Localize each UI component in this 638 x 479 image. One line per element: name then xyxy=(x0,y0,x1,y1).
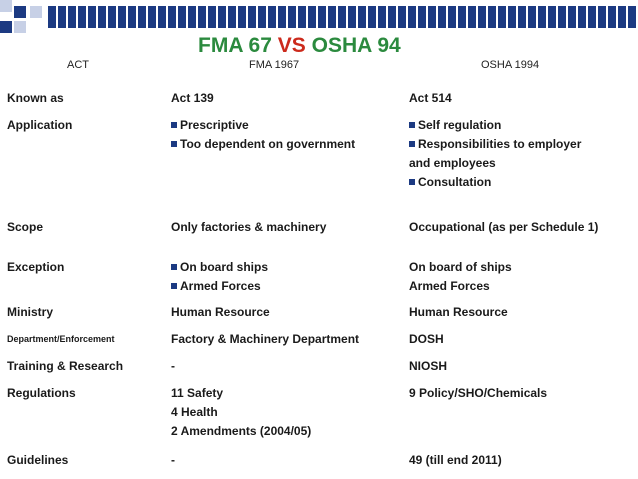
osha-cell xyxy=(409,89,452,108)
fma-line: On board ships xyxy=(171,258,268,277)
osha-cell xyxy=(409,357,447,376)
header-decoration xyxy=(0,0,638,34)
fma-cell xyxy=(171,357,175,376)
fma-line: - xyxy=(171,359,175,373)
column-header-fma: FMA 1967 xyxy=(249,59,300,71)
row-label: Regulations xyxy=(7,386,76,400)
row-label: Exception xyxy=(7,260,65,274)
osha-cell xyxy=(409,218,598,237)
fma-cell xyxy=(171,116,355,154)
decor-square xyxy=(0,21,12,33)
fma-line: 2 Amendments (2004/05) xyxy=(171,424,312,438)
fma-line: Human Resource xyxy=(171,305,270,319)
fma-cell xyxy=(171,258,268,296)
fma-cell xyxy=(171,384,311,441)
fma-line: 4 Health xyxy=(171,405,218,419)
fma-line: Factory & Machinery Department xyxy=(171,332,360,346)
osha-line: 49 (till end 2011) xyxy=(409,453,502,467)
osha-line: 9 Policy/SHO/Chemicals xyxy=(409,386,548,400)
decor-square xyxy=(14,6,26,18)
column-header-osha: OSHA 1994 xyxy=(481,59,540,71)
osha-line: Occupational (as per Schedule 1) xyxy=(409,220,599,234)
fma-cell xyxy=(171,303,270,322)
osha-line: and employees xyxy=(409,156,496,170)
row-label: Ministry xyxy=(7,305,54,319)
column-header-act: ACT xyxy=(67,59,89,71)
osha-line: Self regulation xyxy=(409,116,581,135)
osha-line: DOSH xyxy=(409,332,444,346)
osha-line: Consultation xyxy=(409,173,581,192)
osha-line: Act 514 xyxy=(409,91,452,105)
decor-square xyxy=(30,6,42,18)
title-vs: VS xyxy=(277,34,306,57)
osha-line: NIOSH xyxy=(409,359,448,373)
title-fma: FMA 67 xyxy=(198,34,272,57)
row-label: Application xyxy=(7,118,73,132)
decor-square xyxy=(0,0,12,12)
osha-cell xyxy=(409,258,512,296)
fma-cell xyxy=(171,330,359,349)
fma-cell xyxy=(171,89,214,108)
osha-cell xyxy=(409,330,444,349)
fma-line: Only factories & machinery xyxy=(171,220,327,234)
osha-line: Responsibilities to employer xyxy=(409,135,581,154)
row-label: Known as xyxy=(7,91,64,105)
fma-line: Prescriptive xyxy=(171,116,355,135)
row-label: Scope xyxy=(7,220,44,234)
decor-square xyxy=(14,21,26,33)
osha-line: On board of ships xyxy=(409,260,512,274)
row-label: Training & Research xyxy=(7,359,124,373)
fma-line: - xyxy=(171,453,175,467)
osha-cell xyxy=(409,384,547,403)
row-label: Department/Enforcement xyxy=(7,334,115,344)
stripe-band xyxy=(48,6,638,28)
slide-title xyxy=(198,33,401,59)
osha-cell xyxy=(409,116,581,192)
osha-line: Human Resource xyxy=(409,305,508,319)
fma-line: Too dependent on government xyxy=(171,135,355,154)
osha-cell xyxy=(409,451,502,470)
fma-cell xyxy=(171,218,326,237)
osha-cell xyxy=(409,303,508,322)
row-label: Guidelines xyxy=(7,453,69,467)
fma-cell xyxy=(171,451,175,470)
fma-line: Armed Forces xyxy=(171,277,268,296)
osha-line: Armed Forces xyxy=(409,279,490,293)
title-osha: OSHA 94 xyxy=(311,34,401,57)
fma-line: 11 Safety xyxy=(171,386,224,400)
fma-line: Act 139 xyxy=(171,91,214,105)
